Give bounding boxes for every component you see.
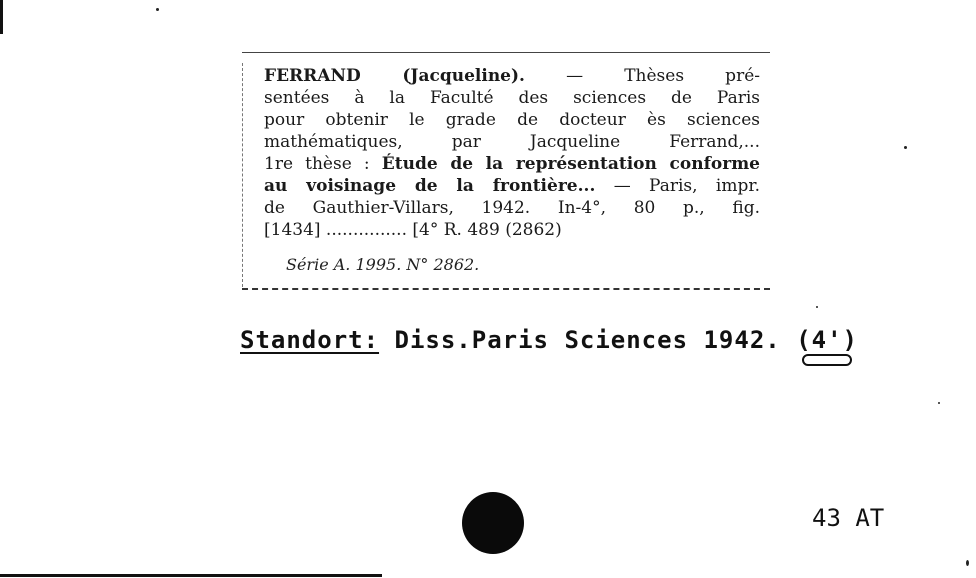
left-edge-rule [0, 0, 3, 34]
entry-line: FERRAND (Jacqueline). — Thèses pré- [264, 66, 760, 86]
entry-line: de Gauthier-Villars, 1942. In-4°, 80 p., fig. [264, 198, 760, 218]
entry-title: Étude de la représentation conforme [381, 154, 760, 174]
punch-hole [462, 492, 524, 554]
location-label: Standort: [240, 326, 380, 354]
format-mark: (4') [796, 326, 858, 354]
series-number: Série A. 1995. N° 2862. [286, 255, 480, 274]
speck [156, 8, 159, 11]
entry-title-cont: au voisinage de la frontière... [264, 176, 596, 196]
location-line [240, 326, 858, 356]
clipping-bottom-border [242, 288, 770, 290]
entry-author: FERRAND (Jacqueline). [264, 66, 525, 86]
entry-line: sentées à la Faculté des sciences de Paris [264, 88, 760, 108]
speck [966, 560, 969, 566]
bibliographic-entry [264, 65, 760, 241]
location-value: Diss.Paris Sciences 1942. [379, 326, 797, 354]
entry-line: pour obtenir le grade de docteur ès sciences [264, 110, 760, 130]
clipping-left-border [242, 63, 243, 287]
bottom-edge-rule [0, 574, 382, 577]
bibliographic-clipping [242, 52, 770, 287]
entry-line: 1re thèse : Étude de la représentation conforme [264, 154, 760, 174]
format-mark-underline [802, 354, 852, 366]
speck [904, 146, 907, 149]
entry-line: mathématiques, par Jacqueline Ferrand,... [264, 132, 760, 152]
shelf-code: 43 AT [812, 504, 885, 532]
speck [938, 402, 940, 404]
entry-line: au voisinage de la frontière... — Paris, impr. [264, 176, 760, 196]
speck [816, 306, 818, 308]
entry-line: [1434] ............... [4° R. 489 (2862) [264, 220, 562, 240]
